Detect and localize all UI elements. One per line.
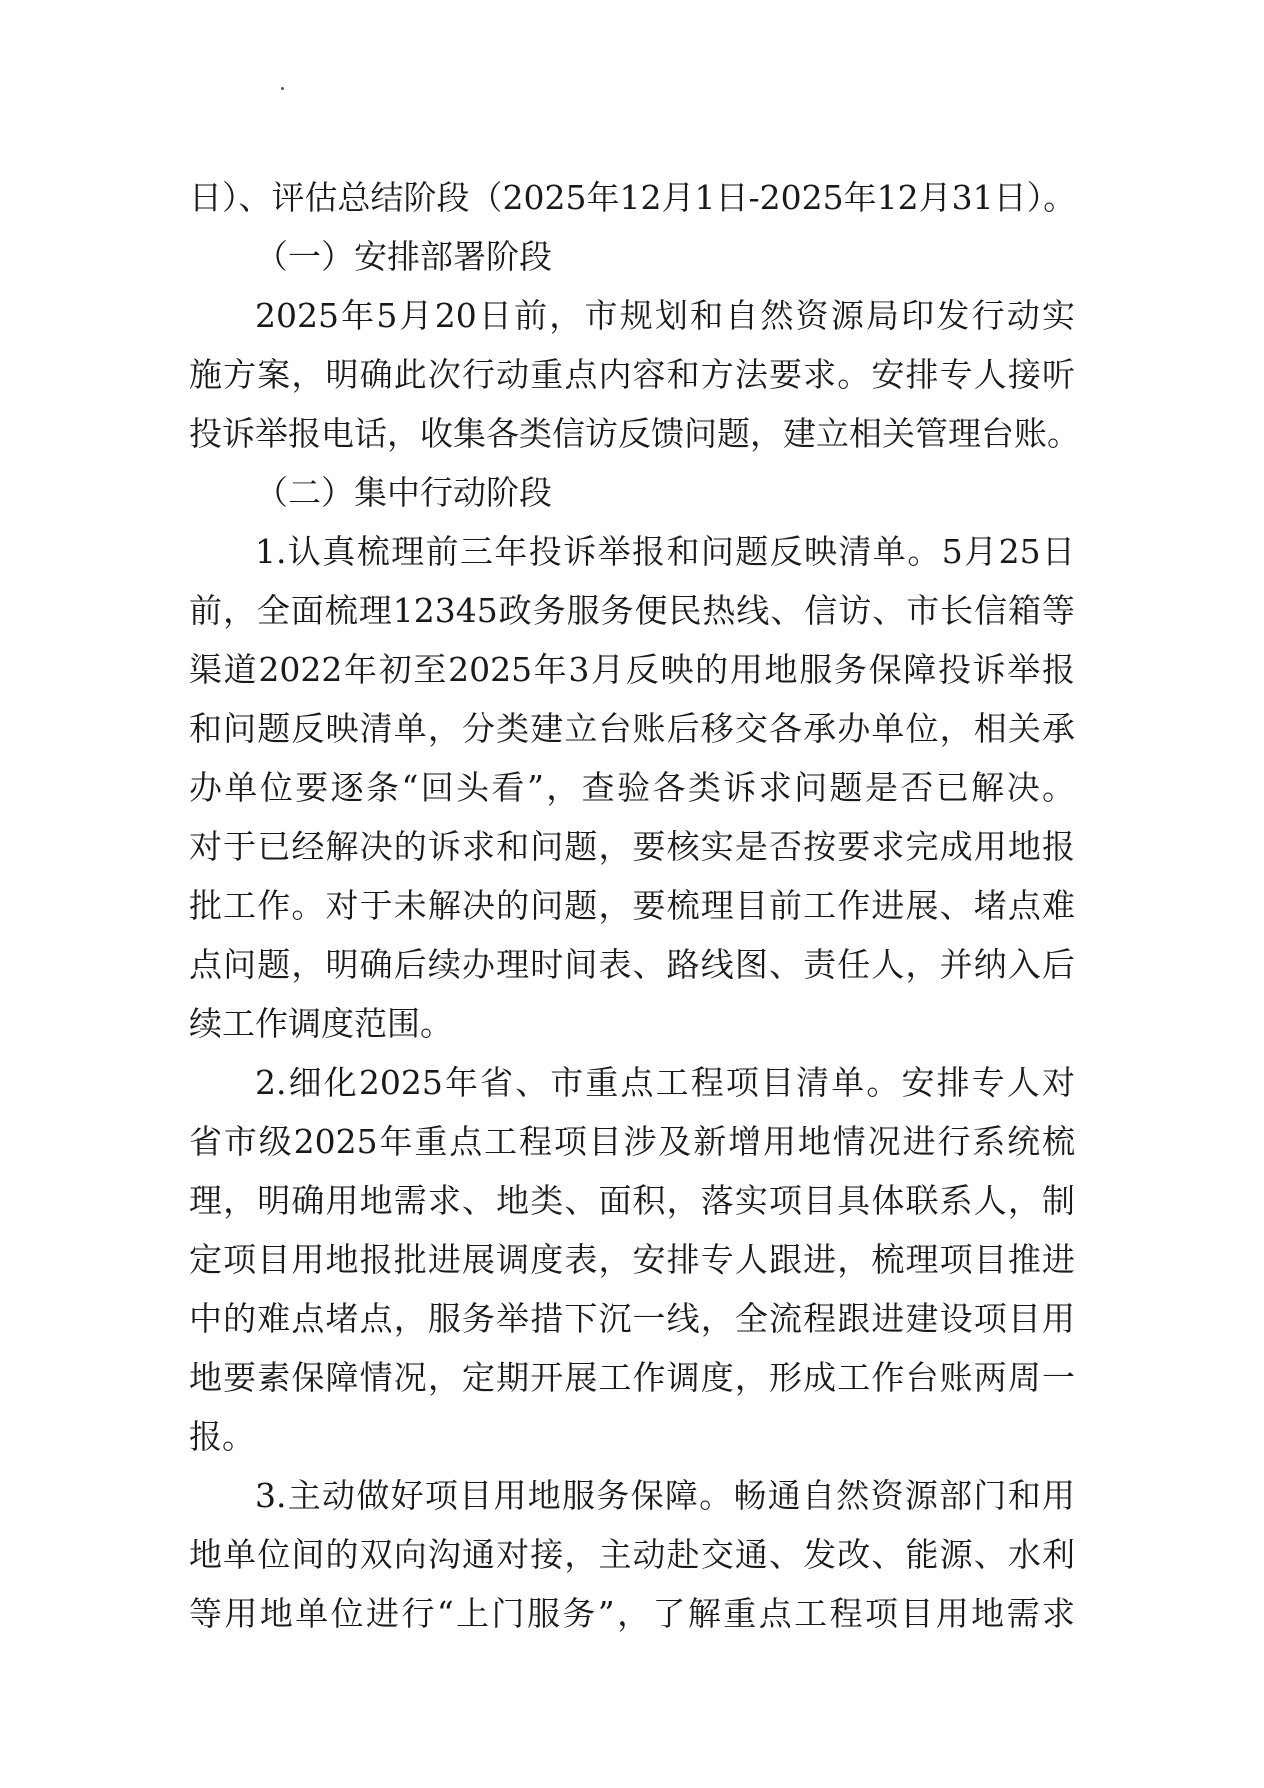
text-line: 1.认真梳理前三年投诉举报和问题反映清单。5月25日: [255, 532, 1075, 571]
text-line: （一）安排部署阶段: [255, 237, 552, 276]
text-line: 续工作调度范围。: [189, 1004, 453, 1043]
text-line: 省市级2025年重点工程项目涉及新增用地情况进行系统梳: [189, 1122, 1075, 1161]
text-line: 地要素保障情况，定期开展工作调度，形成工作台账两周一: [189, 1358, 1075, 1397]
text-line: 投诉举报电话，收集各类信访反馈问题，建立相关管理台账。: [189, 414, 1080, 453]
text-line: 等用地单位进行“上门服务”，了解重点工程项目用地需求: [189, 1594, 1075, 1633]
text-line: 办单位要逐条“回头看”，查验各类诉求问题是否已解决。: [189, 768, 1075, 807]
text-line: 对于已经解决的诉求和问题，要核实是否按要求完成用地报: [189, 827, 1075, 866]
text-line: 报。: [189, 1417, 255, 1456]
text-line: 中的难点堵点，服务举措下沉一线，全流程跟进建设项目用: [189, 1299, 1075, 1338]
text-line: 点问题，明确后续办理时间表、路线图、责任人，并纳入后: [189, 945, 1075, 984]
text-line: 2.细化2025年省、市重点工程项目清单。安排专人对: [255, 1063, 1075, 1102]
text-line: 批工作。对于未解决的问题，要梳理目前工作进展、堵点难: [189, 886, 1075, 925]
text-line: 地单位间的双向沟通对接，主动赴交通、发改、能源、水利: [189, 1535, 1075, 1574]
document-body: [189, 168, 1080, 1643]
text-line: 2025年5月20日前，市规划和自然资源局印发行动实: [255, 296, 1075, 335]
text-line: 渠道2022年初至2025年3月反映的用地服务保障投诉举报: [189, 650, 1075, 689]
text-line: 日）、评估总结阶段（2025年12月1日-2025年12月31日）。: [189, 178, 1077, 217]
text-line: 理，明确用地需求、地类、面积，落实项目具体联系人，制: [189, 1181, 1075, 1220]
text-line: 定项目用地报批进展调度表，安排专人跟进，梳理项目推进: [189, 1240, 1075, 1279]
text-line: 前，全面梳理12345政务服务便民热线、信访、市长信箱等: [189, 591, 1075, 630]
text-line: 和问题反映清单，分类建立台账后移交各承办单位，相关承: [189, 709, 1075, 748]
text-line: 施方案，明确此次行动重点内容和方法要求。安排专人接听: [189, 355, 1075, 394]
text-line: 3.主动做好项目用地服务保障。畅通自然资源部门和用: [255, 1476, 1075, 1515]
text-line: （二）集中行动阶段: [255, 473, 552, 512]
scan-speck: [281, 87, 284, 90]
